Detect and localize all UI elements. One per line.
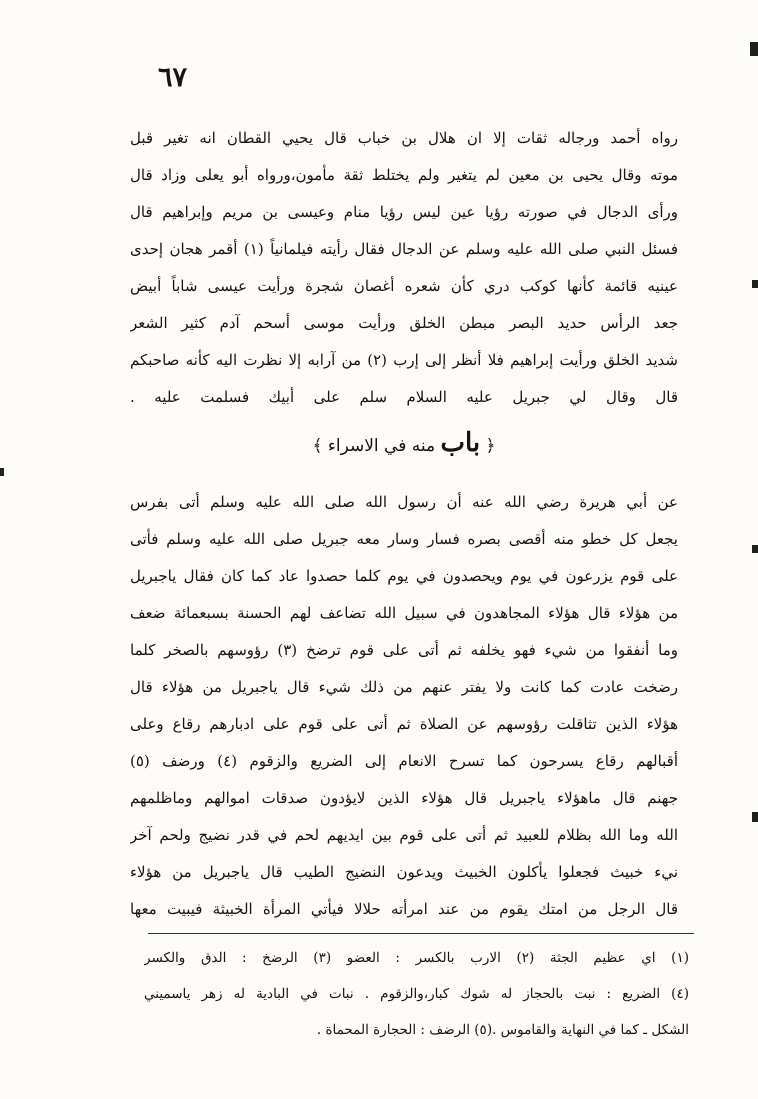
footnote-divider xyxy=(148,933,694,934)
text-line: رضخت عادت كما كانت ولا يفتر عنهم من ذلك شيء قال ياجبريل من هؤلاء قال xyxy=(130,678,678,696)
chapter-heading xyxy=(130,428,678,458)
text-line: الله وما الله بظلام للعبيد ثم أتى على قوم بين ايديهم لحم في قدر نضيج ولحم آخر xyxy=(130,826,678,844)
footnotes xyxy=(144,940,689,1048)
text-block-bottom xyxy=(130,484,678,928)
page-number: ٦٧ xyxy=(158,62,188,93)
text-line: وما أنفقوا من شيء فهو يخلفه ثم أتى على قوم ترضخ (٣) رؤوسهم بالصخر كلما xyxy=(130,641,678,659)
text-line: نيء خبيث فجعلوا يأكلون الخبيث ويدعون النضيج الطيب قال ياجبريل من هؤلاء xyxy=(130,863,678,881)
text-line: يجعل كل خطو منه أقصى بصره فسار وسار معه جبريل صلى الله عليه وسلم فأتى xyxy=(130,530,678,548)
text-line: شديد الخلق ورأيت إبراهيم فلا أنظر إلى إرب (٢) من آرابه إلا نظرت اليه كأنه صاحبكم xyxy=(130,351,678,369)
text-line: على قوم يزرعون في يوم ويحصدون في يوم كلما حصدوا عاد كما كان فقال ياجبريل xyxy=(130,567,678,585)
heading-ornament-open: ﴿ xyxy=(485,436,496,456)
text-line: ورأى الدجال في صورته رؤيا عين ليس رؤيا منام وعيسى بن مريم وإبراهيم قال xyxy=(130,203,678,221)
scan-edge-mark xyxy=(750,42,758,56)
heading-title: منه في الاسراء xyxy=(327,436,436,456)
text-line: هؤلاء الذين تثاقلت رؤوسهم عن الصلاة ثم أتى على قوم على ادبارهم رقاع وعلى xyxy=(130,715,678,733)
text-line: فسئل النبي صلى الله عليه وسلم عن الدجال فقال رأيته فيلمانياً (١) أقمر هجان إحدى xyxy=(130,240,678,258)
scan-edge-mark xyxy=(752,545,758,553)
text-line: من هؤلاء قال هؤلاء المجاهدون في سبيل الله تضاعف لهم الحسنة بسبعمائة ضعف xyxy=(130,604,678,622)
text-line: جعد الرأس حديد البصر مبطن الخلق ورأيت موسى أسحم آدم كثير الشعر xyxy=(130,314,678,332)
text-line: عينيه قائمة كأنها كوكب دري كأن شعره أغصان شجرة ورأيت عيسى شاباً أبيض xyxy=(130,277,678,295)
heading-ornament-close: ﴾ xyxy=(312,436,323,456)
text-line: جهنم قال ماهؤلاء ياجبريل قال هؤلاء الذين لايؤدون صدقات اموالهم وماظلمهم xyxy=(130,789,678,807)
scan-edge-mark xyxy=(752,280,758,288)
scan-edge-mark xyxy=(752,812,758,822)
footnote-line: الشكل ـ كما في النهاية والقاموس .(٥) الرضف : الحجارة المحماة . xyxy=(316,1022,689,1038)
text-line: قال الرجل من امتك يقوم من عند امرأته حلالا فيأتي المرأة الخبيثة فيبيت معها xyxy=(130,900,678,918)
text-line: رواه أحمد ورجاله ثقات إلا ان هلال بن خباب قال يحيي القطان انه تغير قبل xyxy=(130,129,678,147)
text-line: موته وقال يحيى بن معين لم يتغير ولم يختلط ثقة مأمون،ورواه أبو يعلى وزاد قال xyxy=(130,166,678,184)
heading-bab: باب xyxy=(440,428,481,458)
text-line: قال وقال لي جبريل عليه السلام سلم على أبيك فسلمت عليه . xyxy=(130,388,678,406)
footnote-line: (١) اي عظيم الجثة (٢) الارب بالكسر : العضو (٣) الرضخ : الدق والكسر xyxy=(144,950,689,966)
text-block-top xyxy=(130,120,678,416)
text-line: عن أبي هريرة رضي الله عنه أن رسول الله صلى الله عليه وسلم أتى بفرس xyxy=(130,493,678,511)
text-line: أقبالهم رقاع يسرحون كما تسرح الانعام إلى الضريع والزقوم (٤) ورضف (٥) xyxy=(130,752,678,770)
scan-edge-mark xyxy=(0,468,4,476)
footnote-line: (٤) الضريع : نبت بالحجاز له شوك كبار،والزقوم . نبات في البادية له زهر ياسميني xyxy=(144,986,689,1002)
